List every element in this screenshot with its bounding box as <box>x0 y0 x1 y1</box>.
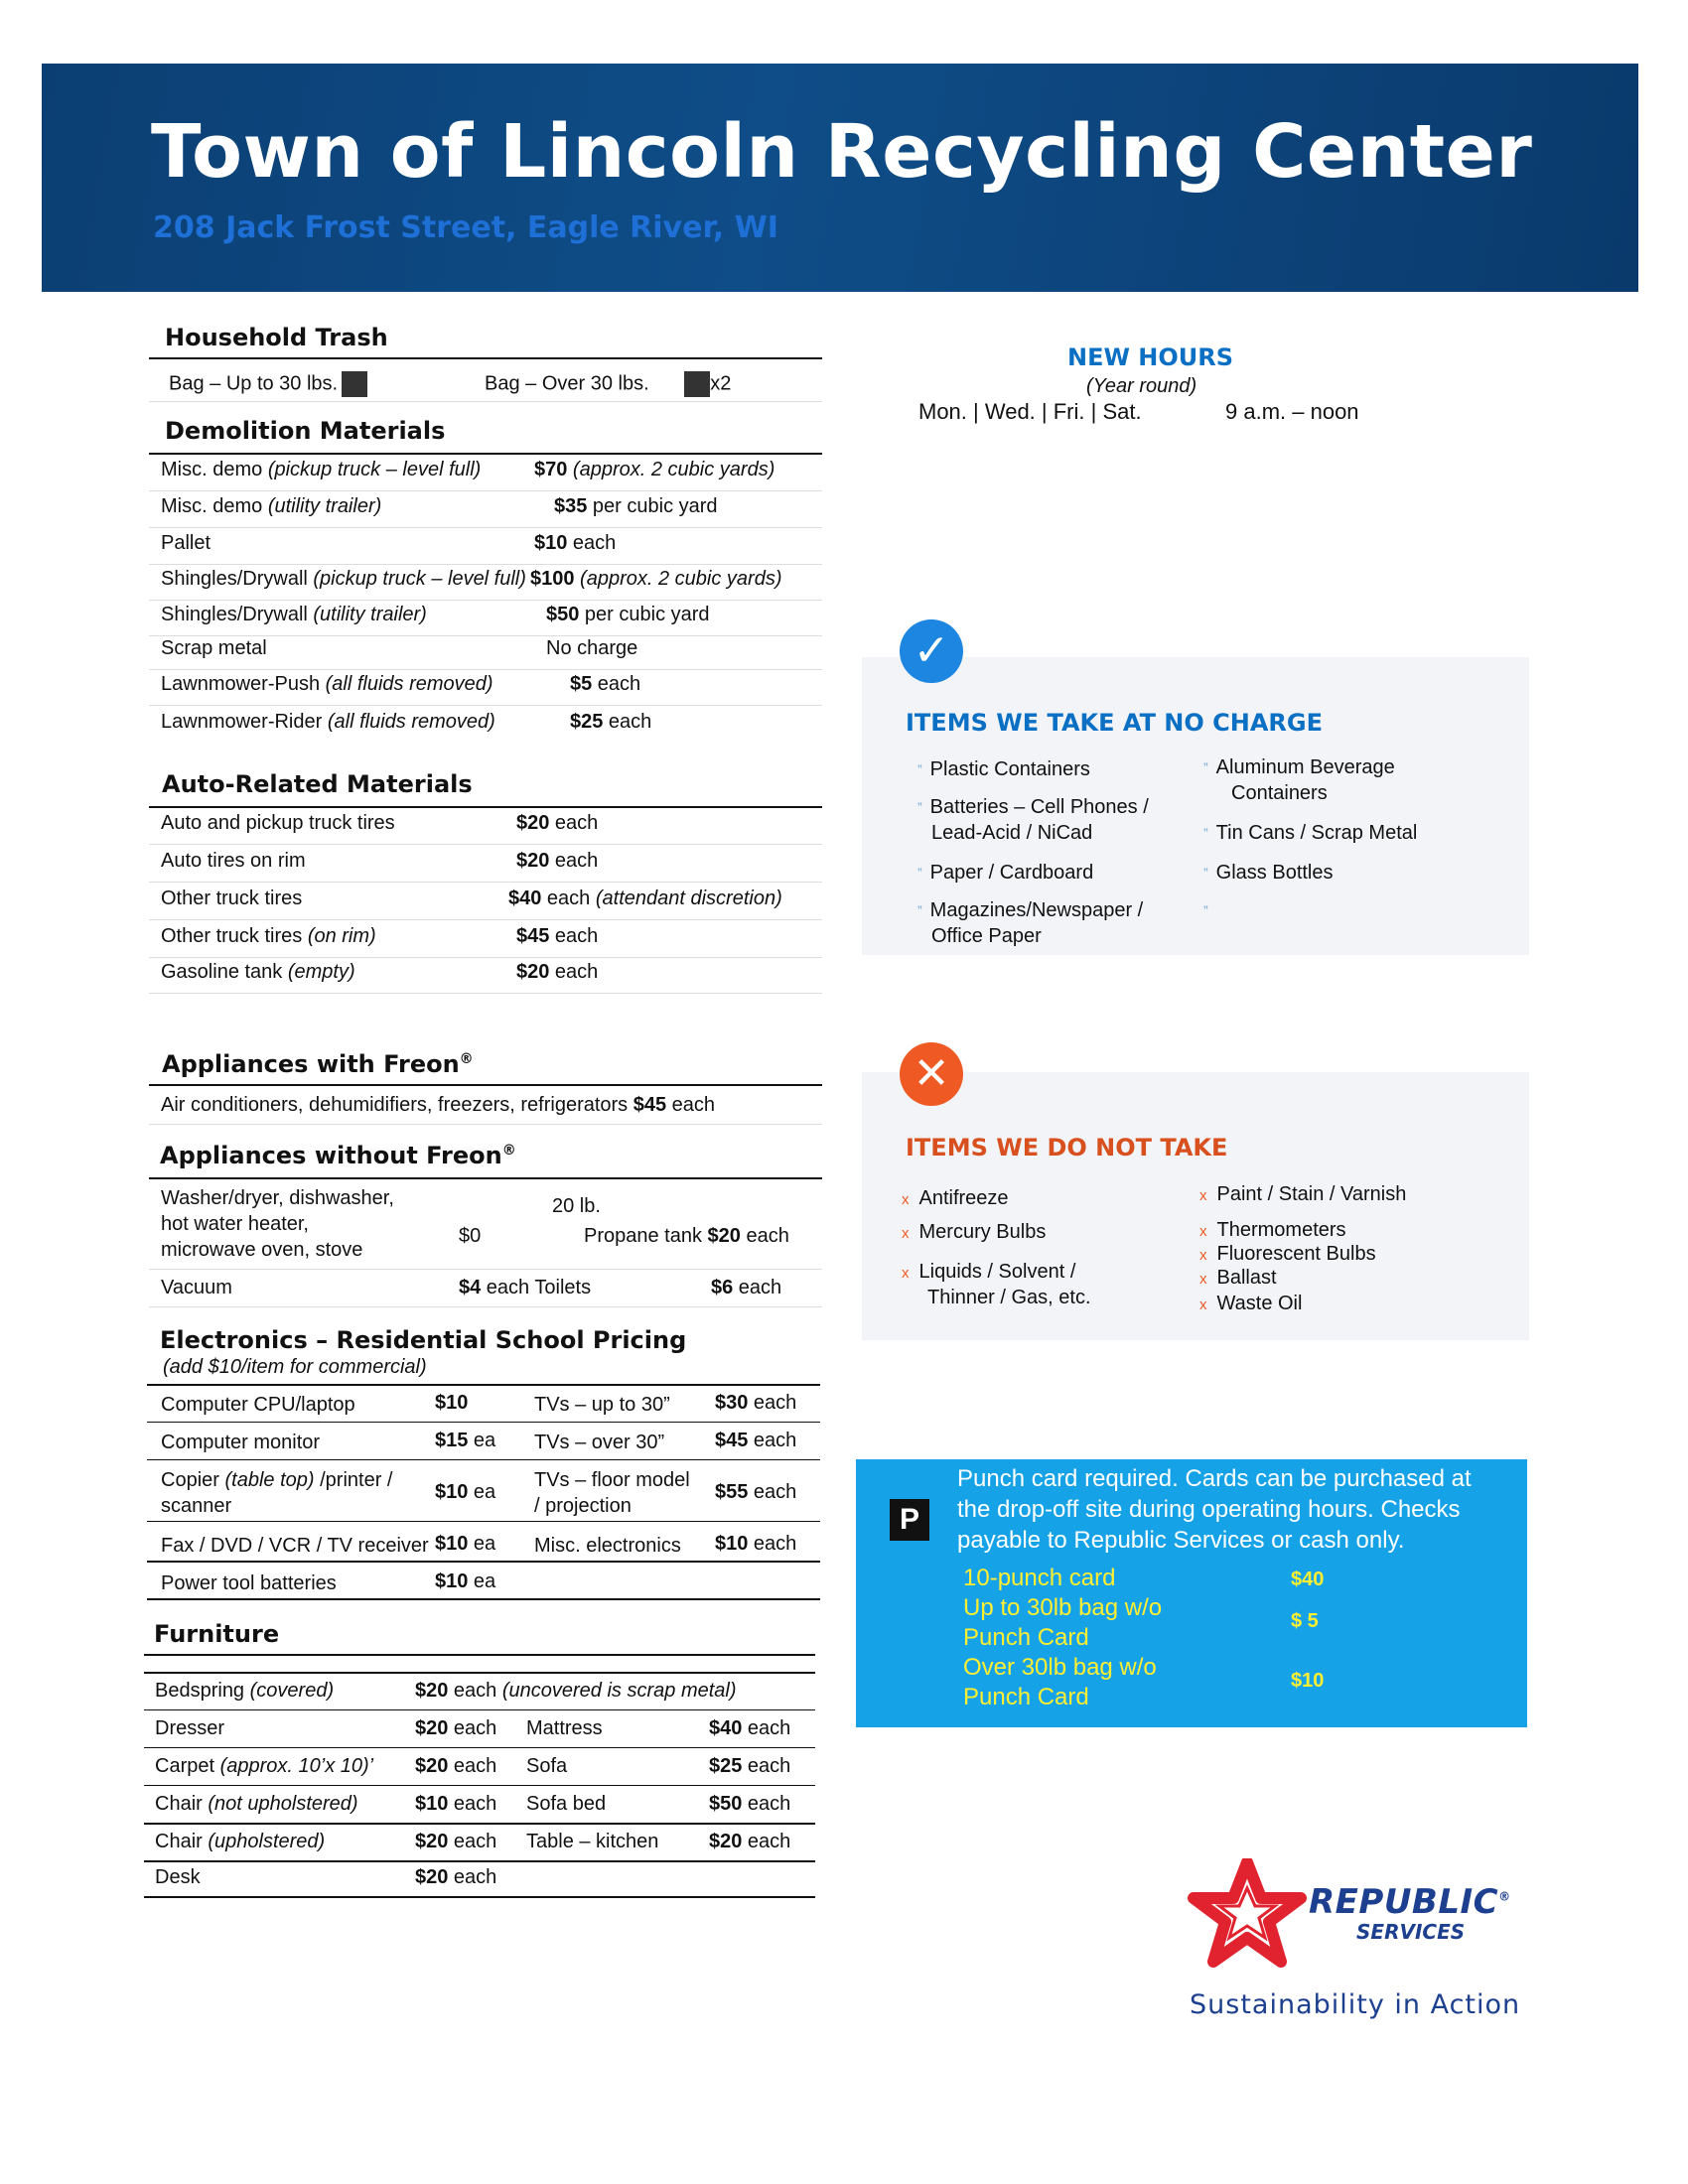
brand-sub: SERVICES <box>1356 1920 1466 1944</box>
address: 208 Jack Frost Street, Eagle River, WI <box>153 210 778 245</box>
divider <box>147 1459 820 1460</box>
demolition-item: Pallet <box>161 532 211 554</box>
accepted-item: Office Paper <box>931 925 1042 947</box>
punch-symbol-icon <box>684 371 710 397</box>
auto-price: $20 each <box>516 961 599 983</box>
divider <box>149 882 822 883</box>
bullet-mark: ” <box>1203 902 1208 918</box>
furniture-item: Desk <box>155 1866 201 1888</box>
electronics-item: TVs – floor model / projection <box>534 1469 690 1517</box>
vacuum-price: $4 each Toilets <box>459 1277 592 1298</box>
divider <box>149 669 822 670</box>
check-icon: ✓ <box>900 619 963 683</box>
demolition-price: $25 each <box>570 711 652 733</box>
demolition-heading: Demolition Materials <box>165 417 446 445</box>
reject-heading: ITEMS WE DO NOT TAKE <box>906 1134 1228 1161</box>
rejected-item: x Liquids / Solvent / <box>902 1261 1076 1283</box>
electronics-item: Misc. electronics <box>534 1535 681 1557</box>
furniture-price: $20 each <box>415 1717 497 1739</box>
electronics-item: Power tool batteries <box>161 1572 337 1594</box>
divider <box>144 1860 815 1862</box>
punch-card-icon: P <box>890 1499 929 1541</box>
demolition-price: $5 each <box>570 673 641 695</box>
household-heading: Household Trash <box>165 324 388 351</box>
x-icon: ✕ <box>900 1042 963 1106</box>
electronics-item: Computer CPU/laptop <box>161 1394 355 1416</box>
accepted-item: ” Plastic Containers <box>917 758 1090 780</box>
divider <box>149 1177 822 1179</box>
electronics-price: $10 ea <box>435 1533 496 1555</box>
nofreon-heading: Appliances without Freon® <box>160 1142 516 1169</box>
furniture-price: $20 each (uncovered is scrap metal) <box>415 1680 737 1702</box>
auto-heading: Auto-Related Materials <box>162 770 473 798</box>
electronics-item: TVs – over 30” <box>534 1432 665 1453</box>
divider <box>149 1269 822 1270</box>
accepted-item: ” Paper / Cardboard <box>917 862 1094 884</box>
furniture-heading: Furniture <box>154 1620 280 1648</box>
divider <box>149 993 822 994</box>
bag-small: Bag – Up to 30 lbs. <box>169 371 367 397</box>
electronics-price: $10 ea <box>435 1481 496 1503</box>
demolition-item: Scrap metal <box>161 637 267 659</box>
furniture-item: Table – kitchen <box>526 1831 659 1852</box>
divider <box>149 1124 822 1125</box>
vacuum-label: Vacuum <box>161 1277 232 1298</box>
divider <box>147 1521 820 1522</box>
divider <box>144 1747 815 1748</box>
furniture-price: $50 each <box>709 1793 791 1815</box>
accepted-item: ” Glass Bottles <box>1203 862 1334 884</box>
rejected-item: x Waste Oil <box>1199 1293 1303 1314</box>
punch-row-label: 10-punch card <box>963 1565 1116 1591</box>
demolition-item: Misc. demo (pickup truck – level full) <box>161 459 482 480</box>
accepted-item: ” Magazines/Newspaper / <box>917 899 1144 921</box>
demolition-item: Lawnmower-Push (all fluids removed) <box>161 673 493 695</box>
brand-tagline: Sustainability in Action <box>1190 1989 1521 2020</box>
furniture-item: Sofa <box>526 1755 568 1777</box>
divider <box>147 1561 820 1563</box>
demolition-item: Misc. demo (utility trailer) <box>161 495 382 517</box>
divider <box>149 357 822 359</box>
accepted-item: ” Tin Cans / Scrap Metal <box>1203 822 1418 844</box>
hours-days: Mon. | Wed. | Fri. | Sat. <box>918 399 1142 424</box>
republic-star-logo <box>1188 1858 1307 1968</box>
furniture-item: Bedspring (covered) <box>155 1680 335 1702</box>
rejected-item: x Thermometers <box>1199 1219 1346 1241</box>
electronics-price: $55 each <box>715 1481 797 1503</box>
hours-sub: (Year round) <box>1086 375 1197 397</box>
electronics-item: TVs – up to 30” <box>534 1394 670 1416</box>
furniture-item: Carpet (approx. 10’x 10)’ <box>155 1755 374 1777</box>
freon-row: Air conditioners, dehumidifiers, freezers, refrigerators $45 each <box>161 1094 716 1116</box>
electronics-price: $15 ea <box>435 1430 496 1451</box>
electronics-subheading: (add $10/item for commercial) <box>163 1356 427 1378</box>
auto-item: Other truck tires <box>161 887 303 909</box>
furniture-price: $25 each <box>709 1755 791 1777</box>
demolition-price: $35 per cubic yard <box>554 495 718 517</box>
furniture-price: $20 each <box>415 1831 497 1852</box>
page-header <box>42 64 1638 292</box>
divider <box>149 844 822 845</box>
accepted-item: ” Aluminum Beverage <box>1203 756 1395 778</box>
electronics-heading: Electronics – Residential School Pricing <box>160 1326 687 1354</box>
electronics-item: Computer monitor <box>161 1432 321 1453</box>
rejected-item: x Ballast <box>1199 1267 1277 1289</box>
furniture-item: Mattress <box>526 1717 603 1739</box>
rejected-item: x Antifreeze <box>902 1187 1009 1209</box>
nofreon-zero: $0 <box>459 1225 482 1247</box>
auto-item: Other truck tires (on rim) <box>161 925 376 947</box>
furniture-item: Chair (upholstered) <box>155 1831 326 1852</box>
toilets-price: $6 each <box>711 1277 782 1298</box>
demolition-item: Shingles/Drywall (pickup truck – level full) <box>161 568 526 590</box>
rejected-item: x Paint / Stain / Varnish <box>1199 1183 1407 1205</box>
hours-time: 9 a.m. – noon <box>1225 399 1359 424</box>
demolition-price: No charge <box>546 637 638 659</box>
divider <box>147 1384 820 1386</box>
divider <box>149 705 822 706</box>
rejected-item: x Fluorescent Bulbs <box>1199 1243 1376 1265</box>
furniture-item: Sofa bed <box>526 1793 607 1815</box>
accepted-item: Lead-Acid / NiCad <box>931 822 1093 844</box>
divider <box>144 1896 815 1898</box>
punch-row-label: Punch Card <box>963 1624 1089 1651</box>
divider <box>149 635 822 636</box>
punch-row-price: $10 <box>1291 1670 1325 1692</box>
brand-name: REPUBLIC® <box>1309 1882 1511 1922</box>
divider <box>149 564 822 565</box>
furniture-price: $20 each <box>709 1831 791 1852</box>
furniture-item: Dresser <box>155 1717 225 1739</box>
divider <box>149 1084 822 1086</box>
punch-symbol-icon <box>342 371 367 397</box>
divider <box>144 1823 815 1825</box>
furniture-price: $40 each <box>709 1717 791 1739</box>
electronics-item: Fax / DVD / VCR / TV receiver <box>161 1535 429 1557</box>
demolition-price: $100 (approx. 2 cubic yards) <box>530 568 782 590</box>
furniture-price: $10 each <box>415 1793 497 1815</box>
divider <box>149 806 822 808</box>
furniture-item: Chair (not upholstered) <box>155 1793 358 1815</box>
divider <box>144 1785 815 1786</box>
divider <box>149 453 822 455</box>
auto-price: $20 each <box>516 850 599 872</box>
divider <box>149 600 822 601</box>
divider <box>147 1422 820 1423</box>
accepted-item: ” Batteries – Cell Phones / <box>917 796 1149 818</box>
divider <box>149 527 822 528</box>
auto-item: Gasoline tank (empty) <box>161 961 355 983</box>
nofreon-appliances: Washer/dryer, dishwasher, hot water heater, microwave oven, stove <box>161 1187 394 1261</box>
freon-heading: Appliances with Freon® <box>162 1050 474 1078</box>
divider <box>149 957 822 958</box>
divider <box>144 1709 815 1710</box>
electronics-price: $45 each <box>715 1430 797 1451</box>
auto-price: $45 each <box>516 925 599 947</box>
auto-price: $20 each <box>516 812 599 834</box>
punch-row-price: $ 5 <box>1291 1610 1319 1632</box>
demolition-price: $50 per cubic yard <box>546 604 710 625</box>
divider <box>149 490 822 491</box>
divider <box>144 1672 815 1674</box>
electronics-price: $10 <box>435 1392 469 1414</box>
furniture-price: $20 each <box>415 1755 497 1777</box>
divider <box>147 1598 820 1600</box>
page-title: Town of Lincoln Recycling Center <box>151 109 1533 195</box>
punch-card-box <box>856 1459 1527 1727</box>
punch-card-text: Punch card required. Cards can be purchased at the drop-off site during operating hours. Checks payable to Republic Services or cash only. <box>957 1465 1472 1554</box>
punch-row-label: Over 30lb bag w/o <box>963 1654 1157 1681</box>
auto-item: Auto and pickup truck tires <box>161 812 395 834</box>
divider <box>144 1654 815 1656</box>
electronics-price: $10 ea <box>435 1570 496 1592</box>
electronics-price: $30 each <box>715 1392 797 1414</box>
accept-heading: ITEMS WE TAKE AT NO CHARGE <box>906 709 1323 737</box>
hours-heading: NEW HOURS <box>1067 343 1234 371</box>
demolition-price: $10 each <box>534 532 617 554</box>
punch-row-label: Punch Card <box>963 1684 1089 1710</box>
auto-item: Auto tires on rim <box>161 850 306 872</box>
punch-row-label: Up to 30lb bag w/o <box>963 1594 1163 1621</box>
rejected-item: x Mercury Bulbs <box>902 1221 1047 1243</box>
electronics-item: Copier (table top) /printer / scanner <box>161 1469 393 1517</box>
punch-row-price: $40 <box>1291 1569 1325 1590</box>
rejected-item: Thinner / Gas, etc. <box>927 1287 1091 1308</box>
auto-price: $40 each (attendant discretion) <box>508 887 782 909</box>
divider <box>149 919 822 920</box>
demolition-item: Shingles/Drywall (utility trailer) <box>161 604 427 625</box>
furniture-price: $20 each <box>415 1866 497 1888</box>
demolition-item: Lawnmower-Rider (all fluids removed) <box>161 711 495 733</box>
divider <box>149 401 822 402</box>
propane-row: Propane tank $20 each <box>584 1225 789 1247</box>
electronics-price: $10 each <box>715 1533 797 1555</box>
demolition-price: $70 (approx. 2 cubic yards) <box>534 459 775 480</box>
divider <box>149 1306 822 1307</box>
propane-weight: 20 lb. <box>552 1195 601 1217</box>
accepted-item: Containers <box>1231 782 1328 804</box>
bag-large: Bag – Over 30 lbs. x2 <box>485 371 731 397</box>
